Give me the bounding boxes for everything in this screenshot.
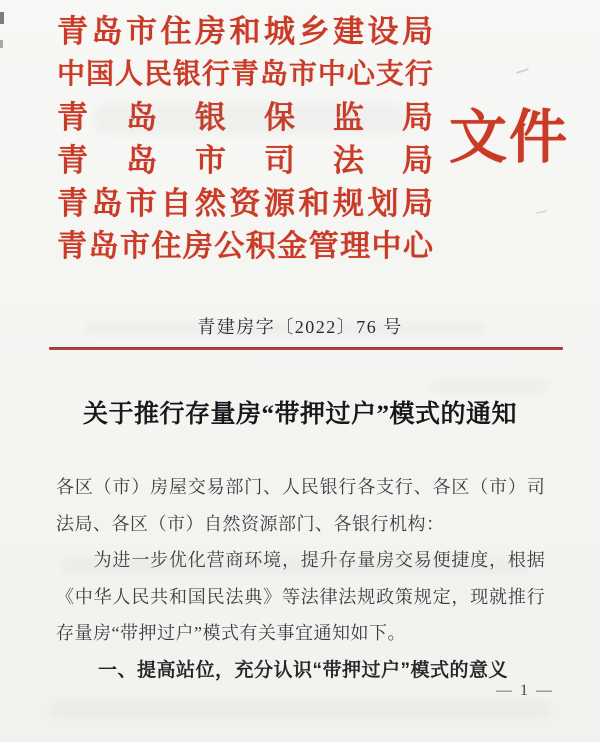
- scan-artifact: [536, 210, 547, 214]
- agency-line-cbirc-office: 青 岛 银 保 监 局: [57, 100, 433, 135]
- scan-artifact: [516, 68, 529, 74]
- recipients-line-2: 法局、各区（市）自然资源部门、各银行机构：: [56, 513, 445, 534]
- scan-artifact: [0, 12, 4, 24]
- notice-title: 关于推行存量房“带押过户”模式的通知: [82, 401, 517, 428]
- scan-bleed-through: [50, 700, 550, 718]
- paragraph-line-3: 存量房“带押过户”模式有关事宜通知如下。: [56, 623, 406, 644]
- agency-line-housing-bureau: 青 岛 市 住 房 和 城 乡 建 设 局: [57, 14, 433, 49]
- doc-type-label: 文 件: [449, 105, 567, 170]
- notice-body: [56, 469, 545, 690]
- paragraph-line-1: 为 进 一 步 优 化 营 商 环 境 ， 提 升 存 量 房 交 易 便 捷 度 ， 根 据: [93, 550, 545, 571]
- red-divider-rule: [49, 347, 563, 350]
- doc-number: 青建房字〔2022〕76 号: [197, 317, 403, 337]
- scan-bleed-through: [95, 104, 405, 134]
- scan-artifact: [0, 40, 3, 48]
- letterhead-agencies: [57, 10, 433, 268]
- paragraph-line-2: 《 中 华 人 民 共 和 国 民 法 典 》 等 法 律 法 规 政 策 规 定 ， 现 就 推 行: [56, 586, 545, 607]
- scan-bleed-through: [85, 322, 485, 336]
- agency-line-justice-bureau: 青 岛 市 司 法 局: [57, 143, 433, 178]
- page-number: — 1 —: [496, 682, 554, 699]
- scan-bleed-through: [60, 558, 530, 574]
- agency-line-pboc-branch: 中 国 人 民 银 行 青 岛 市 中 心 支 行: [57, 58, 433, 90]
- recipients-line-1: 各 区 （ 市 ） 房 屋 交 易 部 门 、 人 民 银 行 各 支 行 、 各 区 （ 市 ） 司: [56, 477, 545, 498]
- agency-line-natural-resources-bureau: 青 岛 市 自 然 资 源 和 规 划 局: [57, 186, 433, 221]
- agency-line-provident-fund-center: 青 岛 市 住 房 公 积 金 管 理 中 心: [57, 229, 433, 263]
- scan-bleed-through: [430, 380, 550, 392]
- section-heading: 一、提高站位，充分认识“带押过户”模式的意义: [98, 660, 509, 681]
